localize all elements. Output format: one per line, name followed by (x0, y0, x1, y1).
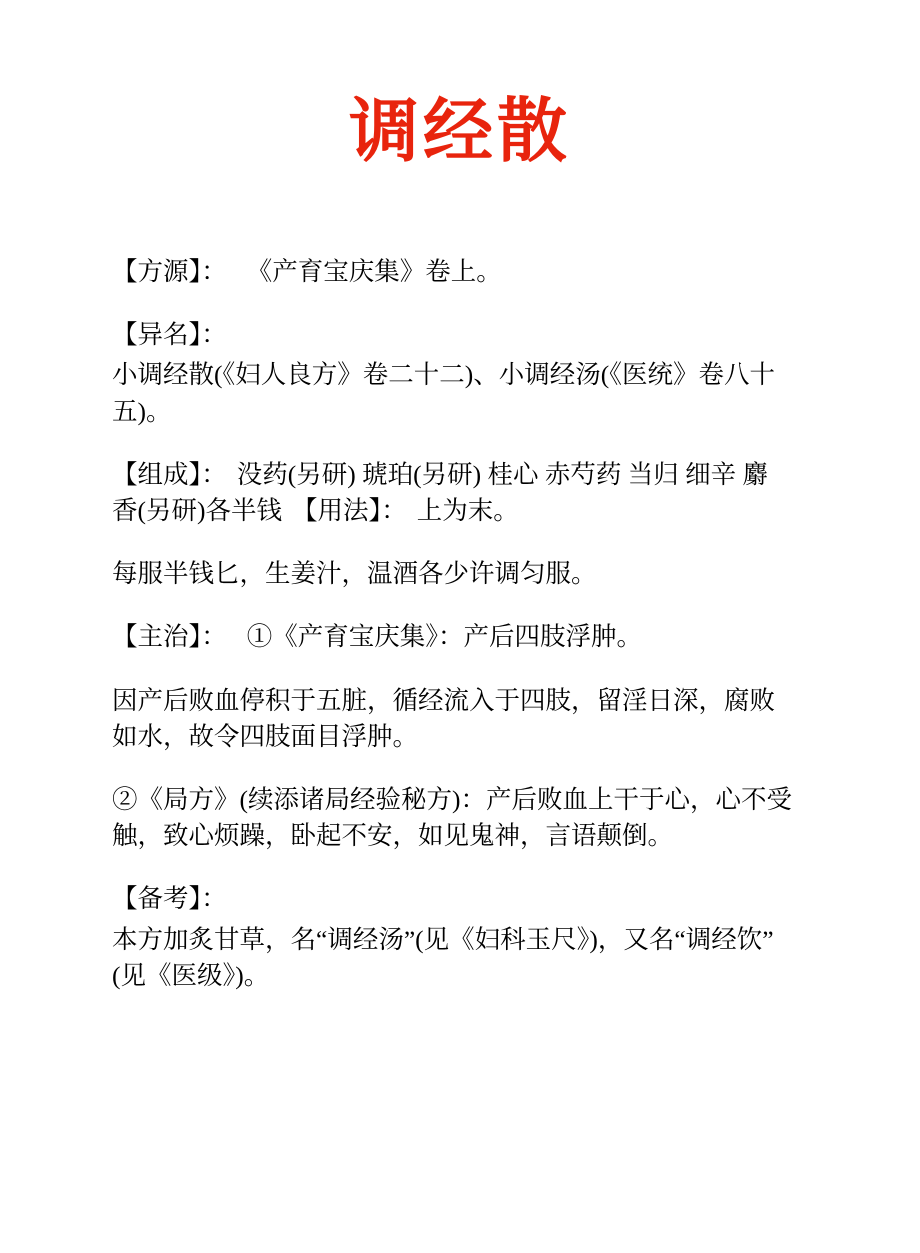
usage-detail: 每服半钱匕，生姜汁，温酒各少许调匀服。 (112, 559, 597, 589)
paragraph-indication-two (112, 782, 792, 854)
paragraph-source (112, 254, 792, 290)
source-text: 《产育宝庆集》卷上。 (246, 257, 502, 286)
indication-one-detail: 因产后败血停积于五脏，循经流入于四肢，留淫日深，腐败如水，故令四肢面目浮肿。 (112, 685, 776, 751)
indication-one: ①《产育宝庆集》：产后四肢浮肿。 (246, 622, 643, 652)
page-title: 调经散 (349, 94, 571, 171)
composition-label: 【组成】： (112, 459, 227, 489)
remark-text: 本方加炙甘草，名“调经汤”(见《妇科玉尺》)，又名“调经饮”(见《医级》)。 (112, 924, 774, 990)
usage-text: 上为末。 (416, 496, 519, 526)
paragraph-remark-text (112, 922, 792, 994)
composition-text: 没药(另研) 琥珀(另研) 桂心 赤芍药 当归 细辛 麝香(另研)各半钱 (112, 459, 768, 526)
document-body (0, 168, 920, 994)
paragraph-alias-text (112, 357, 792, 429)
indication-two: ②《局方》(续添诸局经验秘方)：产后败血上干于心，心不受触，致心烦躁，卧起不安，如见鬼神，言语颠倒。 (112, 785, 792, 851)
paragraph-alias-label (112, 317, 792, 353)
paragraph-indication (112, 619, 792, 655)
alias-label: 【异名】： (112, 320, 227, 350)
paragraph-indication-one-detail (112, 683, 792, 755)
paragraph-remark-label (112, 881, 792, 917)
paragraph-usage-detail (112, 556, 792, 592)
source-label: 【方源】： (112, 257, 227, 286)
remark-label: 【备考】： (112, 884, 227, 914)
paragraph-composition (112, 457, 792, 529)
alias-text: 小调经散(《妇人良方》卷二十二)、小调经汤(《医统》卷八十五)。 (112, 360, 775, 426)
usage-label: 【用法】： (291, 496, 407, 526)
indication-label: 【主治】： (112, 622, 227, 652)
